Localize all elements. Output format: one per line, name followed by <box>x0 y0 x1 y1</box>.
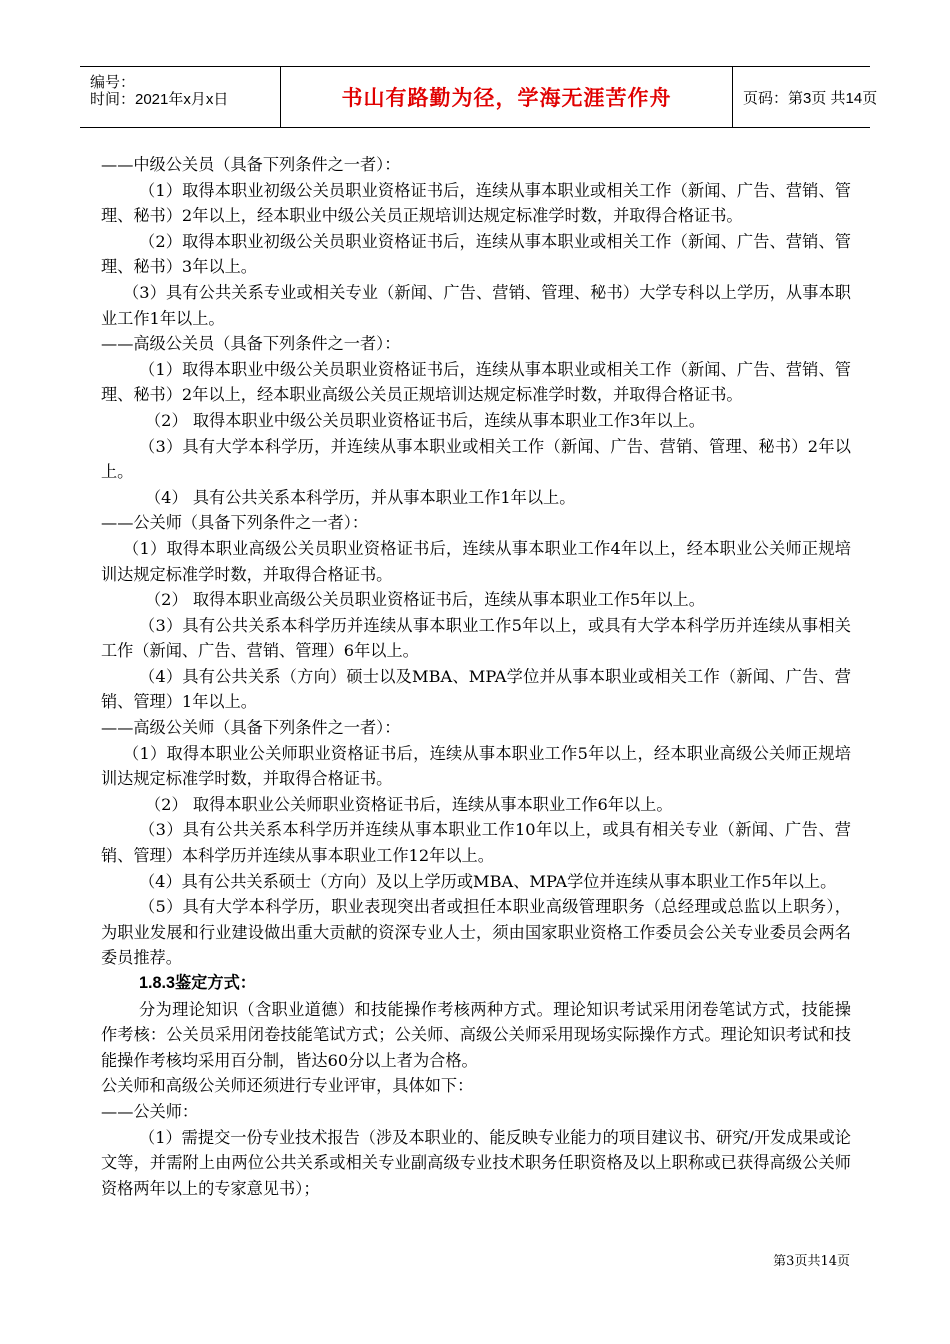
header-meta <box>80 67 280 127</box>
time-label: 时间：2021年x月x日 <box>90 91 229 108</box>
section-heading: ——中级公关员（具备下列条件之一者）： <box>101 155 401 174</box>
document-body <box>101 152 851 1201</box>
subsection-heading-text: 1.8.3鉴定方式： <box>139 974 256 992</box>
header-motto-cell <box>280 67 733 127</box>
motto-text: 书山有路勤为径，学海无涯苦作舟 <box>341 86 672 110</box>
paragraph: （1）需提交一份专业技术报告（涉及本职业的、能反映专业能力的项目建议书、研究/开发成果或论文等，并需附上由两位公共关系或相关专业副高级专业技术职务任职资格及以上职称或已获得高级公关师资格两年以上的专家意见书）； <box>101 1127 851 1198</box>
paragraph: （1）取得本职业初级公关员职业资格证书后，连续从事本职业或相关工作（新闻、广告、营销、管理、秘书）2年以上，经本职业中级公关员正规培训达规定标准学时数，并取得合格证书。 <box>101 180 851 226</box>
section-heading: ——高级公关员（具备下列条件之一者）： <box>101 334 401 354</box>
paragraph: （2）取得本职业初级公关员职业资格证书后，连续从事本职业或相关工作（新闻、广告、营销、管理、秘书）3年以上。 <box>101 231 851 277</box>
paragraph: 分为理论知识（含职业道德）和技能操作考核两种方式。理论知识考试采用闭卷笔试方式，技能操作考核：公关员采用闭卷技能笔试方式；公关师、高级公关师采用现场实际操作方式。理论知识考试和技能操作考核均采用百分制，皆达60分以上者为合格。 <box>101 999 851 1070</box>
paragraph: （2） 取得本职业高级公关员职业资格证书后，连续从事本职业工作5年以上。 <box>145 590 705 610</box>
paragraph: （3）具有大学本科学历，并连续从事本职业或相关工作（新闻、广告、营销、管理、秘书）2年以上。 <box>101 436 851 482</box>
subsection-heading <box>101 971 851 997</box>
paragraph: （2） 取得本职业公关师职业资格证书后，连续从事本职业工作6年以上。 <box>145 794 673 814</box>
paragraph: （4）具有公共关系（方向）硕士以及MBA、MPA学位并从事本职业或相关工作（新闻、广告、营销、管理）1年以上。 <box>101 666 851 712</box>
number-label: 编号： <box>90 74 136 91</box>
paragraph: （2） 取得本职业中级公关员职业资格证书后，连续从事本职业工作3年以上。 <box>145 410 705 430</box>
paragraph: （5）具有大学本科学历，职业表现突出者或担任本职业高级管理职务（总经理或总监以上职务），为职业发展和行业建设做出重大贡献的资深专业人士，须由国家职业资格工作委员会公关专业委员会两名委员推荐。 <box>101 897 851 968</box>
header-page-cell <box>733 67 878 127</box>
paragraph: （3）具有公共关系本科学历并连续从事本职业工作10年以上，或具有相关专业（新闻、广告、营销、管理）本科学历并连续从事本职业工作12年以上。 <box>101 820 851 866</box>
paragraph: （1）取得本职业高级公关员职业资格证书后，连续从事本职业工作4年以上，经本职业公关师正规培训达规定标准学时数，并取得合格证书。 <box>101 538 851 584</box>
paragraph: （4） 具有公共关系本科学历，并从事本职业工作1年以上。 <box>145 487 576 507</box>
paragraph: 公关师和高级公关师还须进行专业评审，具体如下： <box>101 1076 474 1096</box>
page-footer: 第3页共14页 <box>773 1254 850 1269</box>
paragraph: （1）取得本职业公关师职业资格证书后，连续从事本职业工作5年以上，经本职业高级公关师正规培训达规定标准学时数，并取得合格证书。 <box>101 743 851 789</box>
page-label: 页码：第3页 共14页 <box>743 89 878 107</box>
section-heading: ——公关师： <box>101 1101 199 1121</box>
paragraph: （1）取得本职业中级公关员职业资格证书后，连续从事本职业或相关工作（新闻、广告、营销、管理、秘书）2年以上，经本职业高级公关员正规培训达规定标准学时数，并取得合格证书。 <box>101 359 851 405</box>
page-header <box>80 66 878 128</box>
section-heading: ——高级公关师（具备下列条件之一者）： <box>101 718 401 738</box>
paragraph: （3）具有公共关系专业或相关专业（新闻、广告、营销、管理、秘书）大学专科以上学历，从事本职业工作1年以上。 <box>101 282 851 328</box>
paragraph: （3）具有公共关系本科学历并连续从事本职业工作5年以上，或具有大学本科学历并连续从事相关工作（新闻、广告、营销、管理）6年以上。 <box>101 615 851 661</box>
paragraph: （4）具有公共关系硕士（方向）及以上学历或MBA、MPA学位并连续从事本职业工作5年以上。 <box>139 871 837 891</box>
section-heading: ——公关师（具备下列条件之一者）： <box>101 513 369 533</box>
